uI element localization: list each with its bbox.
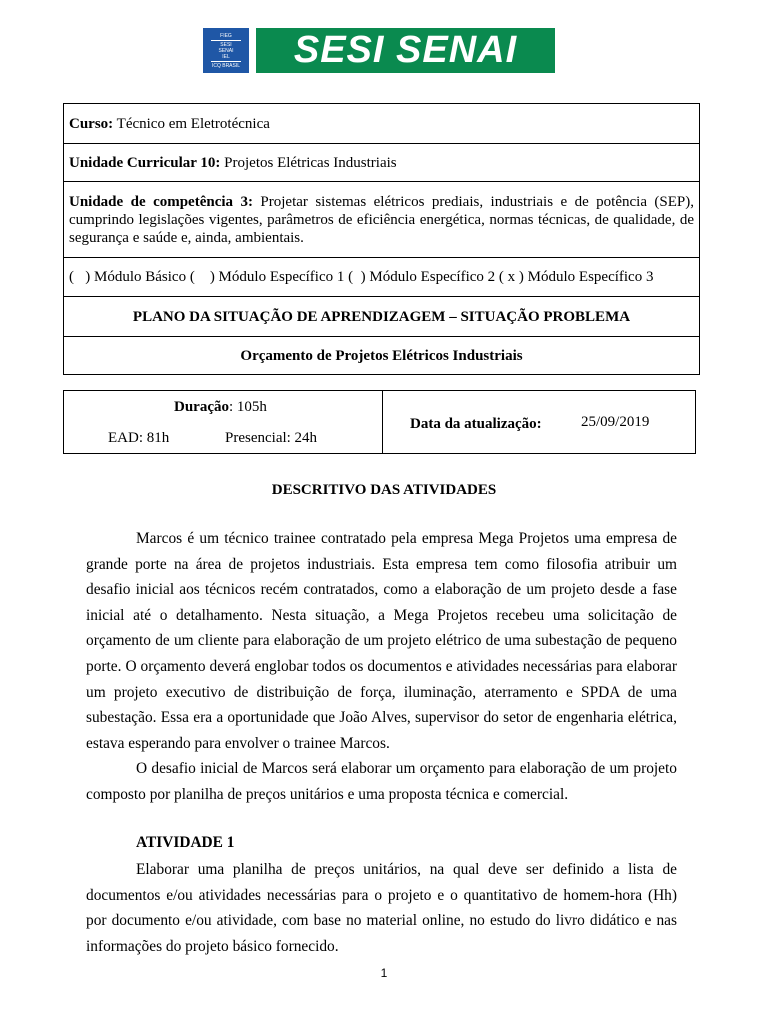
seal-line: IEL [222, 53, 230, 60]
competencia-label: Unidade de competência 3: [69, 193, 253, 210]
uc-label: Unidade Curricular 10: [69, 154, 221, 171]
duracao [174, 399, 267, 416]
descritivo-body [86, 526, 677, 808]
competencia-cell [64, 182, 700, 258]
table-row [64, 297, 700, 337]
page-number: 1 [380, 966, 388, 980]
divider [382, 391, 383, 453]
competencia-value: Projetar sistemas elétricos prediais, industriais e de potência (SEP), cumprindo legislações vigentes, parâmetros de eficiência energética, normas técnicas, de qualidade, de segurança e saúde e, ainda, ambientais. [69, 193, 695, 246]
curso-value: Técnico em Eletrotécnica [113, 115, 270, 132]
ead-hours: EAD: 81h [108, 430, 170, 446]
seal-line: SENAI [218, 47, 234, 54]
table-row [64, 144, 700, 182]
plano-title: PLANO DA SITUAÇÃO DE APRENDIZAGEM – SITUAÇÃO PROBLEMA [64, 297, 700, 337]
table-row [64, 182, 700, 258]
seal-line: ICQ BRASIL [211, 62, 241, 69]
paragraph: Marcos é um técnico trainee contratado pela empresa Mega Projetos uma empresa de grande porte na área de projetos industriais. Esta empresa tem como filosofia atribuir um desafio inicial aos técnicos recém contratados, como a elaboração de um projeto desde a fase inicial até o detalhamento. Nesta situação, a Mega Projetos recebeu uma solicitação de orçamento de um cliente para elaboração de um projeto elétrico de uma subestação de pequeno porte. O orçamento deverá englobar todos os documentos e atividades necessárias para elaborar um projeto executivo de distribuição de força, iluminação, aterramento e SPDA de uma subestação. Essa era a oportunidade que João Alves, supervisor do setor de engenharia elétrica, estava esperando para envolver o trainee Marcos. [86, 530, 677, 752]
wordmark [256, 28, 555, 73]
table-row [64, 104, 700, 144]
uc-value: Projetos Elétricas Industriais [220, 154, 397, 171]
course-info-table [63, 103, 700, 375]
wordmark-text: SESI SENAI [293, 29, 518, 71]
modulos-cell [64, 258, 700, 297]
uc-cell [64, 144, 700, 182]
sesi-senai-logo [203, 28, 555, 73]
atividade-heading: ATIVIDADE 1 [136, 834, 235, 851]
duration-box [63, 390, 696, 454]
table-row [64, 337, 700, 375]
atividade-text: Elaborar uma planilha de preços unitários, na qual deve ser definido a lista de documentos e/ou atividades necessárias para o projeto e o quantitativo de homem-hora (Hh) por documento e/ou atividade, com base no material online, no estudo do livro didático e nas informações do projeto básico fornecido. [86, 861, 677, 955]
atualizacao-date: 25/09/2019 [581, 414, 650, 430]
atividade-section [86, 832, 677, 959]
curso-label: Curso: [69, 115, 114, 132]
duracao-value: : 105h [229, 399, 267, 415]
atualizacao-label: Data da atualização: [410, 416, 542, 432]
fieg-seal [203, 28, 249, 73]
curso-cell [64, 104, 700, 144]
descritivo-heading: DESCRITIVO DAS ATIVIDADES [271, 482, 497, 498]
paragraph: O desafio inicial de Marcos será elaborar um orçamento para elaboração de um projeto composto por planilha de preços unitários e uma proposta técnica e comercial. [86, 760, 677, 803]
duracao-label: Duração [174, 399, 229, 415]
presencial-hours: Presencial: 24h [225, 430, 318, 446]
seal-line: FIEG [220, 32, 232, 39]
orcamento-title: Orçamento de Projetos Elétricos Industriais [64, 337, 700, 375]
seal-line: SESI [220, 41, 232, 48]
table-row [64, 258, 700, 297]
modulos-text: ( ) Módulo Básico ( ) Módulo Específico 1 ( ) Módulo Específico 2 ( x ) Módulo Específico 3 [69, 269, 654, 285]
